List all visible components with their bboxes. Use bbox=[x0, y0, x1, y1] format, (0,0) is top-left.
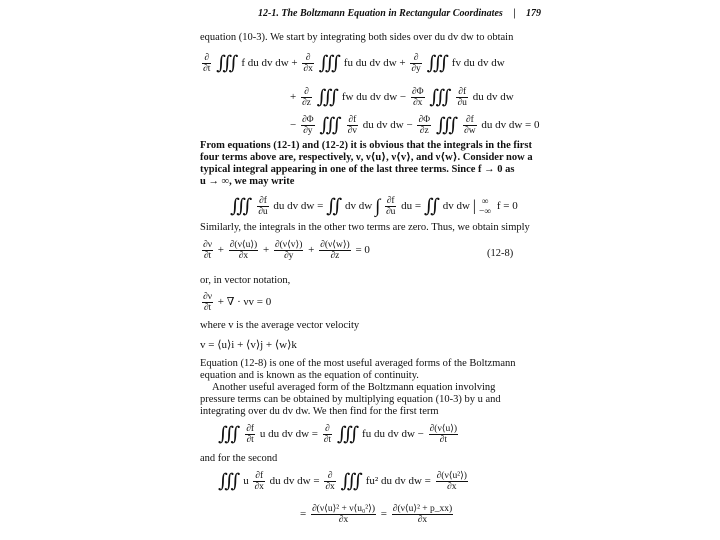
header-separator: | bbox=[513, 8, 516, 19]
triple-integral-symbol: ∭ bbox=[318, 53, 339, 74]
triple-integral-symbol: ∭ bbox=[336, 424, 357, 445]
partial-fraction: $\frac{\partial\Phi}{\partial y}$ bbox=[301, 115, 314, 136]
paragraph-line: From equations (12-1) and (12-2) it is obvious that the integrals in the first bbox=[200, 140, 533, 151]
partial-fraction: $\frac{\partial f}{\partial u}$ bbox=[385, 196, 396, 217]
equation-term: = bbox=[300, 508, 309, 521]
partial-fraction: $\frac{\partial}{\partial y}$ bbox=[411, 53, 421, 74]
equation-term: dv dw bbox=[345, 200, 373, 213]
partial-fraction: $\frac{\partial\Phi}{\partial x}$ bbox=[411, 87, 424, 108]
equation-term: du dv dw = bbox=[273, 200, 327, 213]
equation-term: dv dw bbox=[442, 200, 470, 213]
paragraph-line: where v is the average vector velocity bbox=[200, 320, 360, 331]
paragraph-line: typical integral appearing in one of the last three terms. Since f → 0 as bbox=[200, 164, 515, 175]
equation-row: − $\frac{\partial\Phi}{\partial y}$ ∭ $\frac{\partial f}{\partial v}$ du dv dw − $\frac{\partial\Phi}{\partial z}$ ∭ $\frac{\partial f}{\partial w}$ du dv dw = 0 bbox=[290, 115, 540, 136]
partial-fraction: $\frac{\partial f}{\partial v}$ bbox=[347, 115, 358, 136]
equation-term: du dv dw = 0 bbox=[481, 119, 540, 132]
equation-row bbox=[218, 470, 470, 493]
paragraph-line: integrating over du dv dw. We then find for the first term bbox=[200, 406, 439, 417]
equation-term: du dv dw bbox=[472, 91, 514, 104]
paragraph-line: and for the second bbox=[200, 453, 278, 464]
equation-row: ∭ $\frac{\partial f}{\partial u}$ du dv dw = ∬ dv dw ∫ $\frac{\partial f}{\partial u}$ du = ∬ dv dw | ∞ −∞ f = 0 bbox=[230, 195, 518, 217]
partial-fraction: $\frac{\partial}{\partial x}$ bbox=[303, 53, 313, 74]
equation-row: v = ⟨u⟩i + ⟨v⟩j + ⟨w⟩k bbox=[200, 339, 297, 351]
partial-fraction: $\frac{\partial(\nu⟨u⟩)}{\partial t}$ bbox=[429, 424, 458, 445]
equation-number: (12-8) bbox=[487, 248, 514, 259]
partial-fraction: $\frac{\partial}{\partial t}$ bbox=[323, 424, 332, 445]
equation-term: du = bbox=[401, 200, 424, 213]
equation-term: fv du dv dw bbox=[451, 57, 505, 70]
section-number: 12-1. bbox=[258, 8, 279, 19]
equation-row bbox=[300, 504, 455, 525]
partial-fraction: $\frac{\partial}{\partial x}$ bbox=[325, 471, 335, 492]
partial-fraction: $\frac{\partial f}{\partial u}$ bbox=[457, 87, 467, 108]
equation-term: + ∇ · νv = 0 bbox=[217, 296, 272, 309]
equation-term: = 0 bbox=[355, 244, 370, 257]
partial-fraction: $\frac{\partial\nu}{\partial t}$ bbox=[203, 240, 212, 261]
equation-term: fu du dv dw − bbox=[362, 428, 427, 441]
equation-term: u bbox=[243, 475, 249, 488]
equation-term: du dv dw = bbox=[269, 475, 323, 488]
paragraph-line: equation (10-3). We start by integrating both sides over du dv dw to obtain bbox=[200, 32, 514, 43]
paragraph-line: equation and is known as the equation of continuity. bbox=[200, 370, 419, 381]
section-title: The Boltzmann Equation in Rectangular Coordinates bbox=[281, 8, 503, 19]
partial-fraction: $\frac{\partial\nu}{\partial t}$ bbox=[203, 292, 212, 313]
triple-integral-symbol: ∭ bbox=[216, 53, 236, 74]
equation-term: f = 0 bbox=[496, 200, 518, 213]
triple-integral-symbol: ∭ bbox=[319, 115, 339, 136]
equation-term: u du dv dw = bbox=[259, 428, 321, 441]
triple-integral-symbol: ∭ bbox=[426, 53, 447, 74]
partial-fraction: $\frac{\text{∂(ν⟨u²⟩)}}{\partial x}$ bbox=[436, 471, 467, 492]
triple-integral-symbol: ∭ bbox=[316, 87, 337, 108]
paragraph-line: four terms above are, respectively, ν, ν⟨u⟩, ν⟨v⟩, and ν⟨w⟩. Consider now a bbox=[200, 152, 533, 163]
partial-fraction: $\frac{\partial(\nu⟨u⟩)}{\partial x}$ bbox=[229, 240, 258, 261]
equation-row bbox=[200, 292, 271, 313]
triple-integral-symbol: ∭ bbox=[230, 196, 250, 217]
evaluation-limits: ∞ −∞ bbox=[478, 196, 492, 217]
triple-integral-symbol: ∭ bbox=[340, 471, 360, 492]
equation-term: fu² du dv dw = bbox=[365, 475, 434, 488]
paragraph-line: Similarly, the integrals in the other two terms are zero. Thus, we obtain simply bbox=[200, 222, 530, 233]
equation-term: fu du dv dw + bbox=[343, 57, 409, 70]
equation-row: + $\frac{\partial}{\partial z}$ ∭ fw du dv dw − $\frac{\partial\Phi}{\partial x}$ ∭ $\frac{\partial f}{\partial u}$ du dv dw bbox=[290, 87, 514, 108]
partial-fraction: $\frac{\partial f}{\partial w}$ bbox=[464, 115, 476, 136]
paragraph-line: or, in vector notation, bbox=[200, 275, 291, 286]
triple-integral-symbol: ∭ bbox=[218, 424, 238, 445]
double-integral-symbol: ∬ bbox=[423, 196, 438, 217]
partial-fraction: $\frac{\partial\Phi}{\partial z}$ bbox=[418, 115, 431, 136]
partial-fraction: $\frac{\text{∂(ν⟨u⟩² + p\_xx)}}{\partial x}$ bbox=[392, 504, 453, 525]
partial-fraction: $\frac{\text{∂(ν⟨u⟩² + ν⟨u₀²⟩)}}{\partial x}$ bbox=[311, 504, 376, 525]
running-header bbox=[258, 8, 541, 19]
partial-fraction: $\frac{\partial(\nu⟨w⟩)}{\partial z}$ bbox=[320, 240, 350, 261]
equation-row bbox=[200, 52, 505, 75]
triple-integral-symbol: ∭ bbox=[218, 471, 238, 492]
equation-row: $\frac{\partial\nu}{\partial t}$ + $\frac{\partial(\nu⟨u⟩)}{\partial x}$ + $\frac{\partial(\nu⟨v⟩)}{\partial y}$ + $\frac{\partial(\nu⟨w⟩)}{\partial z}$ = 0 bbox=[203, 240, 370, 261]
triple-integral-symbol: ∭ bbox=[435, 115, 456, 136]
paragraph-line: Equation (12-8) is one of the most useful averaged forms of the Boltzmann bbox=[200, 358, 516, 369]
equation-row bbox=[218, 423, 460, 446]
partial-fraction: $\frac{\partial}{\partial z}$ bbox=[301, 87, 311, 108]
partial-fraction: $\frac{\partial}{\partial t}$ bbox=[203, 53, 211, 74]
partial-fraction: $\frac{\partial f}{\partial u}$ bbox=[258, 196, 268, 217]
triple-integral-symbol: ∭ bbox=[429, 87, 449, 108]
page-number: 179 bbox=[526, 8, 541, 19]
partial-fraction: $\frac{\partial f}{\partial t}$ bbox=[246, 424, 255, 445]
equation-term: = bbox=[380, 508, 387, 521]
double-integral-symbol: ∬ bbox=[326, 196, 340, 217]
paragraph-line: u → ∞, we may write bbox=[200, 176, 295, 187]
integral-symbol: ∫ bbox=[374, 195, 378, 217]
equation-term: f du dv dw + bbox=[241, 57, 301, 70]
partial-fraction: $\frac{\partial f}{\partial x}$ bbox=[254, 471, 264, 492]
equation-term: du dv dw − bbox=[362, 119, 416, 132]
paragraph-line: Another useful averaged form of the Boltzmann equation involving bbox=[212, 382, 496, 393]
equation-term: fw du dv dw − bbox=[341, 91, 409, 104]
partial-fraction: $\frac{\partial(\nu⟨v⟩)}{\partial y}$ bbox=[274, 240, 303, 261]
paragraph-line: pressure terms can be obtained by multiplying equation (10-3) by u and bbox=[200, 394, 501, 405]
